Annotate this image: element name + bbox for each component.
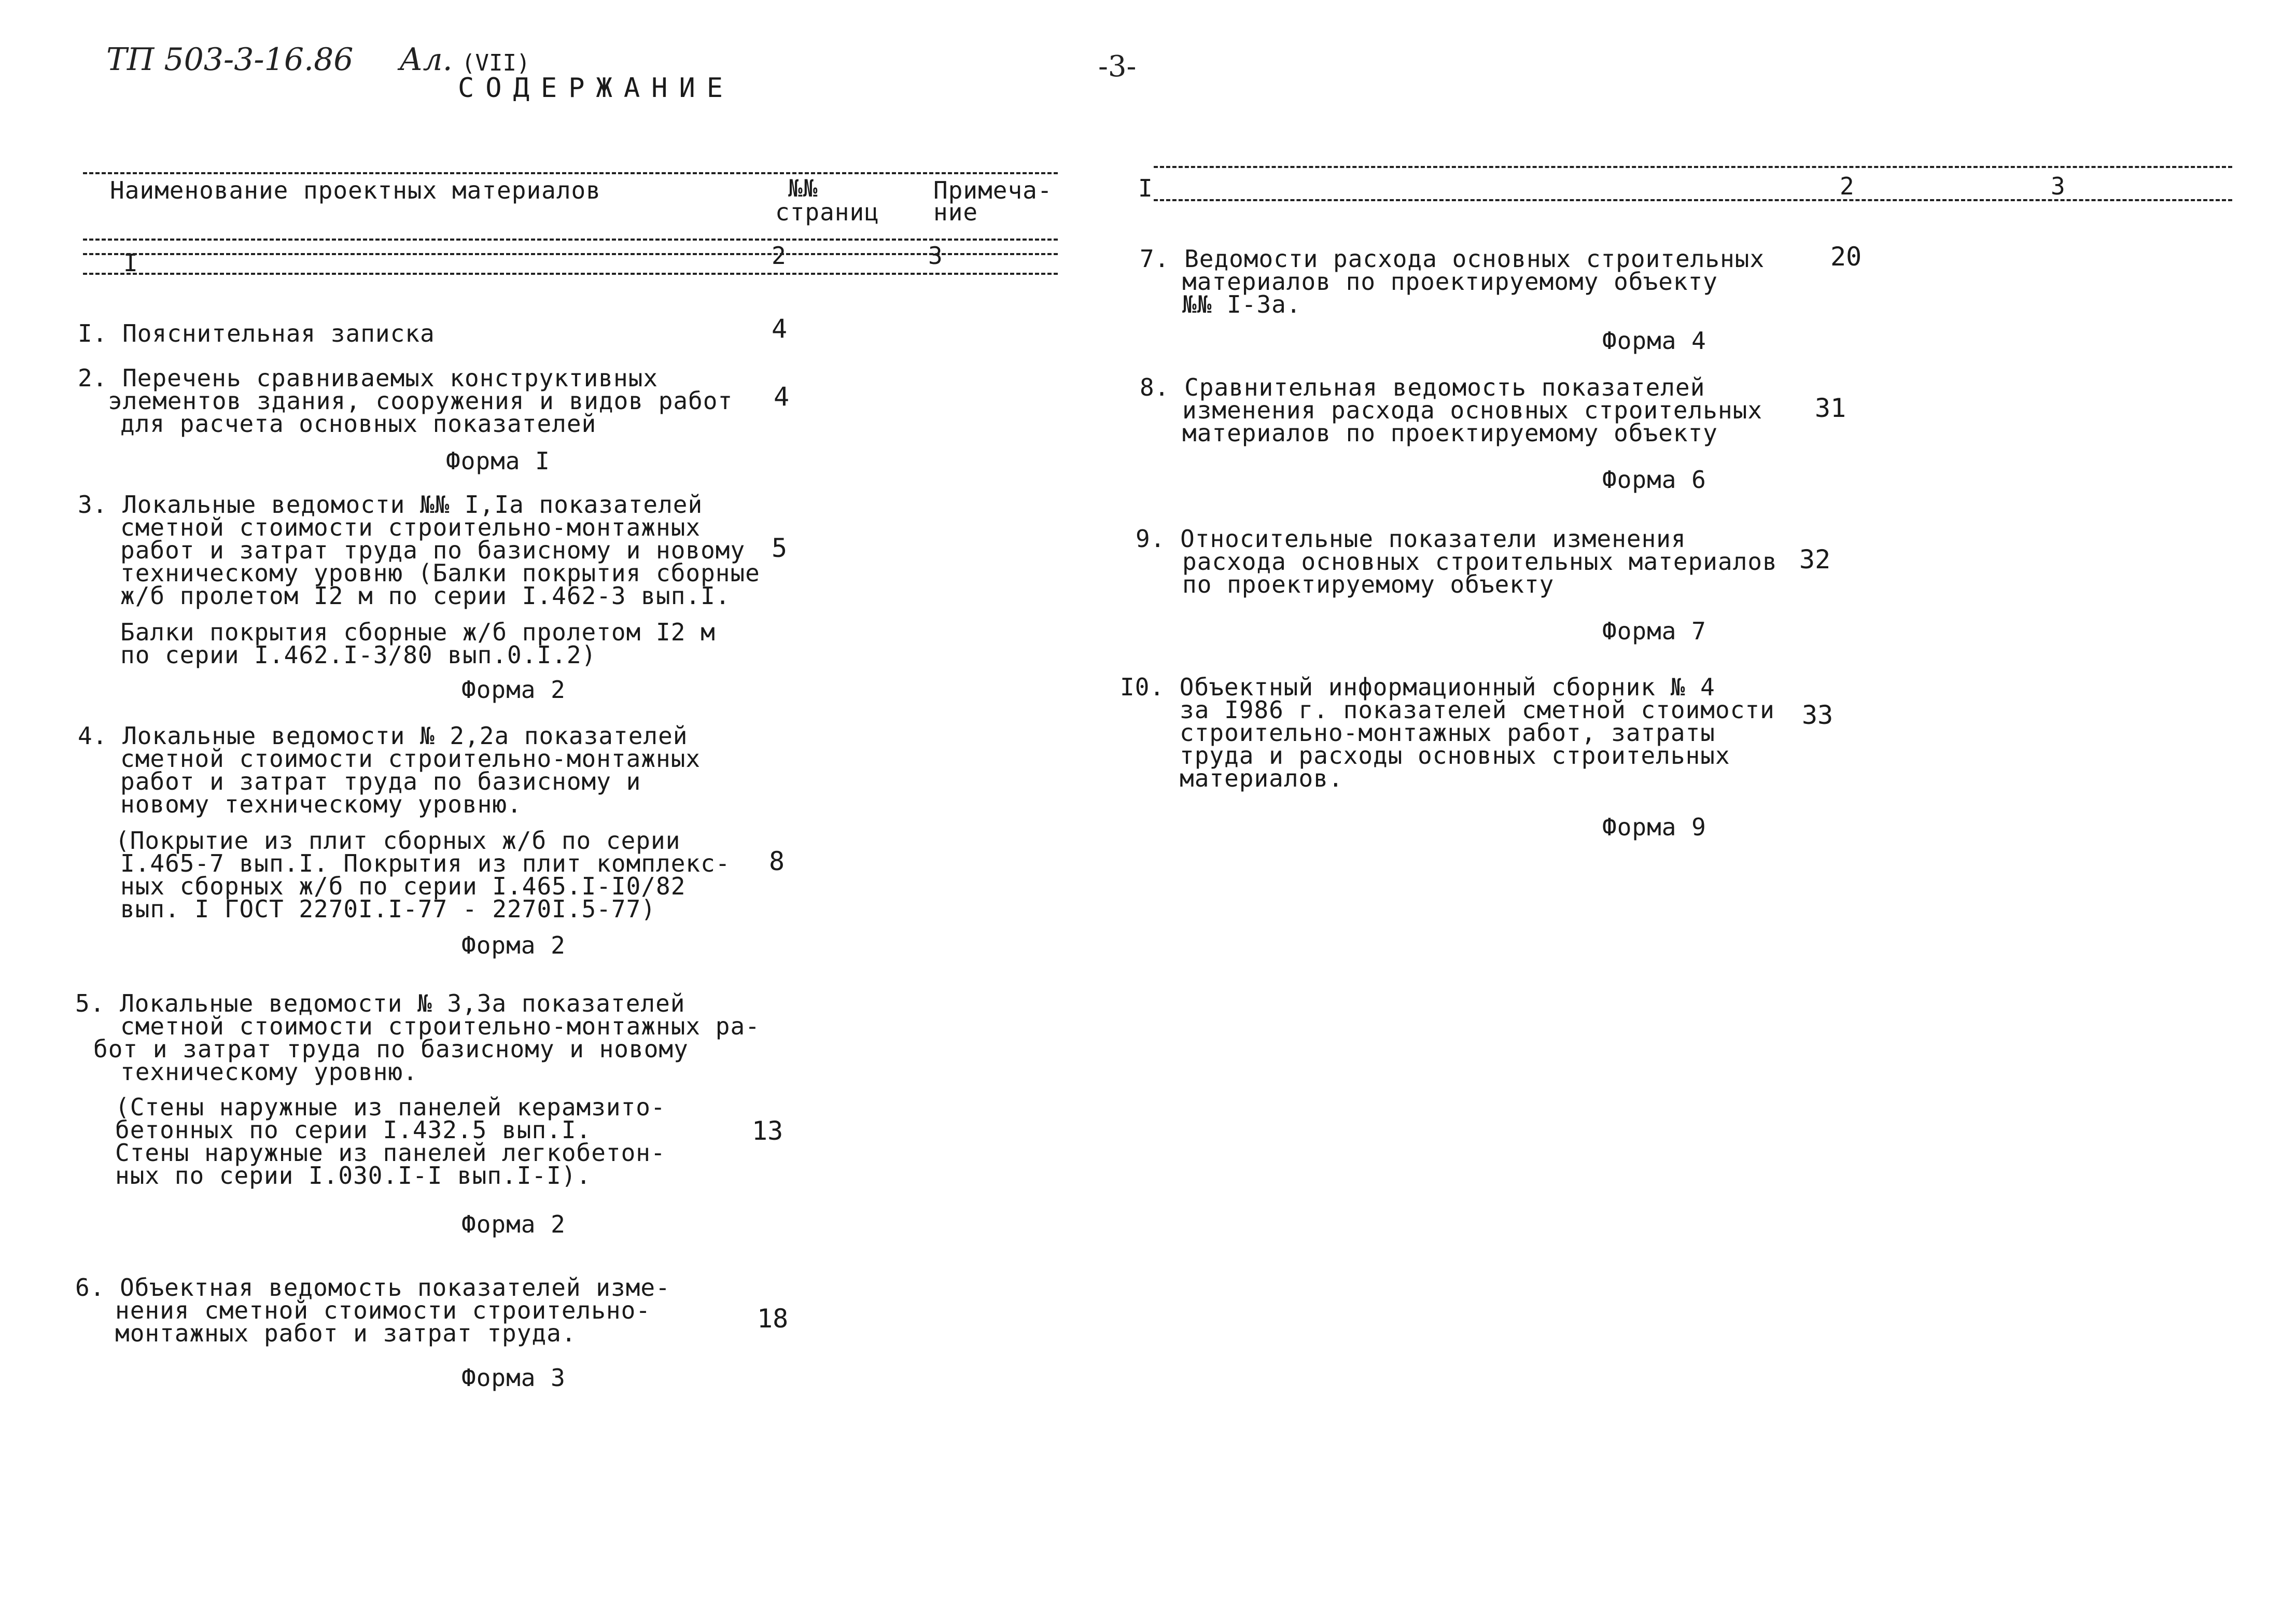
entry-1-line-1: I. Пояснительная записка <box>78 319 435 347</box>
entry-4-line-1: 4. Локальные ведомости № 2,2а показателей <box>78 722 688 750</box>
left-header-col3-line1: Примеча- <box>933 176 1053 204</box>
entry-3-line-5: ж/б пролетом I2 м по серии I.462-3 вып.I. <box>120 582 731 610</box>
left-header-bottom-rule <box>83 273 1058 275</box>
entry-5-line-2: сметной стоимости строительно-монтажных ра- <box>120 1012 760 1040</box>
entry-2-page: 4 <box>774 382 790 412</box>
entry-9-line-1: 9. Относительные показатели изменения <box>1136 525 1686 553</box>
entry-10-line-3: строительно-монтажных работ, затраты <box>1180 719 1715 747</box>
left-header-mid2-rule <box>83 253 1058 255</box>
left-header-n2: 2 <box>772 242 787 270</box>
entry-9-form: Форма 7 <box>1602 617 1706 645</box>
entry-7-line-1: 7. Ведомости расхода основных строительных <box>1140 245 1765 273</box>
entry-5-note-line-2: бетонных по серии I.432.5 вып.I. <box>115 1116 592 1144</box>
entry-5-line-4: техническому уровню. <box>120 1058 418 1086</box>
entry-6-page: 18 <box>757 1304 789 1334</box>
entry-8-form: Форма 6 <box>1602 466 1706 494</box>
entry-3-line-1: 3. Локальные ведомости №№ I,Iа показателей <box>78 491 703 519</box>
entry-1-page: 4 <box>772 314 788 344</box>
entry-7-line-2: материалов по проектируемому объекту <box>1182 268 1718 296</box>
document-code: ТП 503-3-16.86 <box>106 41 354 78</box>
entry-9-page: 32 <box>1799 544 1831 575</box>
entry-3-line-3: работ и затрат труда по базисному и новому <box>120 536 746 564</box>
entry-2-line-2: элементов здания, сооружения и видов работ <box>108 387 733 415</box>
entry-2-form: Форма I <box>446 447 550 475</box>
entry-3-note-line-1: Балки покрытия сборные ж/б пролетом I2 м <box>120 618 716 646</box>
sheet-label: Ал. <box>399 41 453 78</box>
entry-8-line-3: материалов по проектируемому объекту <box>1182 419 1718 447</box>
entry-5-line-1: 5. Локальные ведомости № 3,3а показателей <box>75 989 685 1017</box>
entry-4-note-line-1: (Покрытие из плит сборных ж/б по серии <box>115 827 681 855</box>
right-header-n3: 3 <box>2051 172 2066 200</box>
entry-7-page: 20 <box>1830 242 1862 272</box>
entry-2-line-1: 2. Перечень сравниваемых конструктивных <box>78 364 659 392</box>
sheet-roman: (VII) <box>461 50 530 76</box>
entry-8-line-2: изменения расхода основных строительных <box>1182 396 1763 424</box>
entry-3-page: 5 <box>772 533 788 563</box>
entry-4-line-3: работ и затрат труда по базисному и <box>120 767 641 795</box>
entry-4-form: Форма 2 <box>461 931 566 959</box>
left-header-col2-line2: страниц <box>775 198 879 226</box>
entry-3-form: Форма 2 <box>461 676 566 704</box>
entry-10-line-1: I0. Объектный информационный сборник № 4 <box>1120 673 1715 701</box>
left-header-col1: Наименование проектных материалов <box>110 176 601 204</box>
entry-7-line-3: №№ I-3а. <box>1182 290 1301 318</box>
entry-9-line-2: расхода основных строительных материалов <box>1182 548 1777 576</box>
entry-3-note-line-2: по серии I.462.I-3/80 вып.0.I.2) <box>120 641 597 669</box>
entry-5-page: 13 <box>752 1116 783 1146</box>
left-header-top-rule <box>83 172 1058 174</box>
entry-2-line-3: для расчета основных показателей <box>120 410 597 438</box>
right-header-n2: 2 <box>1840 172 1855 200</box>
entry-10-line-5: материалов. <box>1180 764 1343 792</box>
entry-8-page: 31 <box>1815 393 1846 423</box>
left-header-col3-line2: ние <box>933 198 978 226</box>
entry-3-line-2: сметной стоимости строительно-монтажных <box>120 513 701 541</box>
right-header-n1: I <box>1138 174 1153 202</box>
entry-3-line-4: техническому уровню (Балки покрытия сборные <box>120 559 760 587</box>
entry-6-line-2: нения сметной стоимости строительно- <box>115 1296 651 1324</box>
page-title: СОДЕРЖАНИЕ <box>458 73 735 104</box>
entry-6-line-1: 6. Объектная ведомость показателей изме- <box>75 1274 670 1302</box>
entry-9-line-3: по проектируемому объекту <box>1182 570 1555 598</box>
entry-5-note-line-3: Стены наружные из панелей легкобетон- <box>115 1139 666 1167</box>
entry-4-line-4: новому техническому уровню. <box>120 790 522 818</box>
entry-10-line-4: труда и расходы основных строительных <box>1180 741 1730 769</box>
entry-6-line-3: монтажных работ и затрат труда. <box>115 1319 577 1347</box>
entry-10-page: 33 <box>1802 700 1833 730</box>
right-header-bottom-rule <box>1154 199 2232 201</box>
entry-5-note-line-4: ных по серии I.030.I-I вып.I-I). <box>115 1162 592 1190</box>
entry-4-line-2: сметной стоимости строительно-монтажных <box>120 745 701 773</box>
entry-8-line-1: 8. Сравнительная ведомость показателей <box>1140 373 1705 401</box>
entry-10-form: Форма 9 <box>1602 813 1706 841</box>
entry-5-form: Форма 2 <box>461 1210 566 1238</box>
right-header-top-rule <box>1154 166 2232 168</box>
entry-4-note-line-3: ных сборных ж/б по серии I.465.I-I0/82 <box>120 872 686 900</box>
entry-5-line-3: бот и затрат труда по базисному и новому <box>93 1035 689 1063</box>
entry-4-page: 8 <box>769 846 785 876</box>
entry-10-line-2: за I986 г. показателей сметной стоимости <box>1180 696 1775 724</box>
left-header-n1: I <box>123 249 138 277</box>
entry-6-form: Форма 3 <box>461 1364 566 1392</box>
entry-4-note-line-4: вып. I ГОСТ 2270I.I-77 - 2270I.5-77) <box>120 895 656 923</box>
left-header-n3: 3 <box>928 242 943 270</box>
left-header-col2-line1: №№ <box>788 174 818 202</box>
page-number: -3- <box>1098 50 1137 83</box>
entry-4-note-line-2: I.465-7 вып.I. Покрытия из плит комплекс- <box>120 849 731 877</box>
entry-7-form: Форма 4 <box>1602 327 1706 355</box>
entry-5-note-line-1: (Стены наружные из панелей керамзито- <box>115 1093 666 1121</box>
left-header-mid-rule <box>83 239 1058 241</box>
